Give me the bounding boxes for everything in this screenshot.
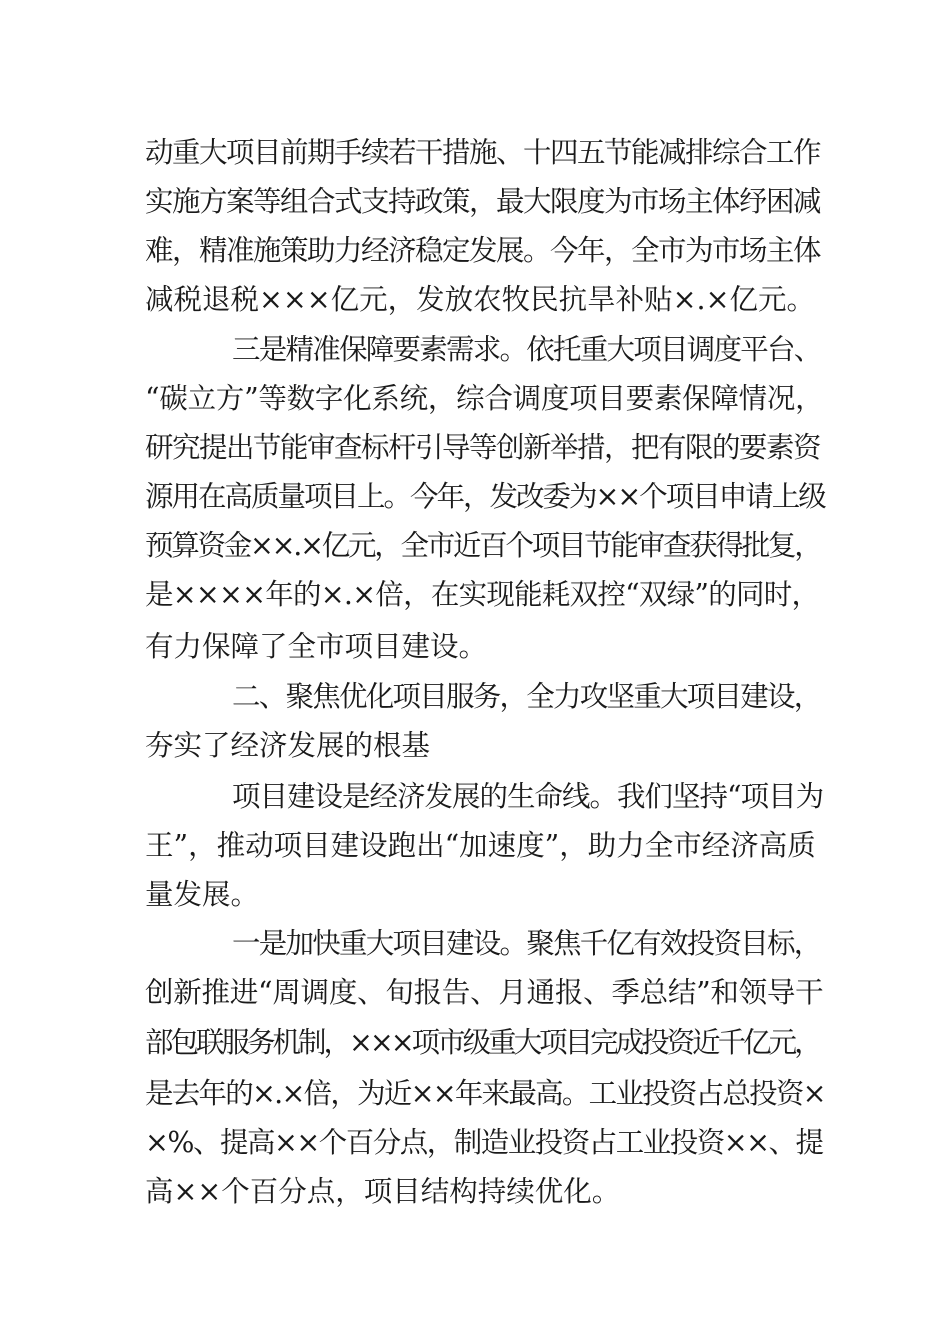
- text-line: 难，精准施策助力经济稳定发展。今年，全市为市场主体: [145, 234, 821, 267]
- text-line: 动重大项目前期手续若干措施、十四五节能减排综合工作: [145, 136, 821, 169]
- text-line: 研究提出节能审查标杆引导等创新举措，把有限的要素资: [145, 431, 821, 464]
- section-heading-continued: 夯实了经济发展的根基: [145, 729, 431, 762]
- text-line: 王”，推动项目建设跑出“加速度”，助力全市经济高质: [145, 829, 816, 862]
- section-heading: 二、聚焦优化项目服务，全力攻坚重大项目建设，: [232, 680, 821, 713]
- text-line: 有力保障了全市项目建设。: [145, 630, 488, 663]
- text-line: 预算资金××.×亿元，全市近百个项目节能审查获得批复，: [145, 529, 821, 562]
- text-line: 部包联服务机制，×××项市级重大项目完成投资近千亿元，: [145, 1026, 820, 1059]
- text-line: ×%、提高××个百分点，制造业投资占工业投资××、提: [145, 1126, 823, 1159]
- text-line: 是去年的×.×倍，为近××年来最高。工业投资占总投资×: [145, 1077, 825, 1110]
- text-line: 减税退税×××亿元，发放农牧民抗旱补贴×.×亿元。: [145, 283, 815, 316]
- paragraph-first-line: 项目建设是经济发展的生命线。我们坚持“项目为: [232, 780, 824, 813]
- text-line: 量发展。: [145, 878, 260, 911]
- paragraph-first-line: 一是加快重大项目建设。聚焦千亿有效投资目标，: [232, 927, 821, 960]
- text-line: 实施方案等组合式支持政策，最大限度为市场主体纾困减: [145, 185, 821, 218]
- text-line: 是××××年的×.×倍，在实现能耗双控“双绿”的同时，: [145, 578, 820, 611]
- text-line: 高××个百分点，项目结构持续优化。: [145, 1175, 621, 1208]
- text-line: 创新推进“周调度、旬报告、月通报、季总结”和领导干: [145, 976, 824, 1009]
- paragraph-first-line: 三是精准保障要素需求。依托重大项目调度平台、: [232, 333, 821, 366]
- text-line: 源用在高质量项目上。今年，发改委为××个项目申请上级: [145, 480, 825, 513]
- text-line: “碳立方”等数字化系统，综合调度项目要素保障情况，: [145, 382, 824, 415]
